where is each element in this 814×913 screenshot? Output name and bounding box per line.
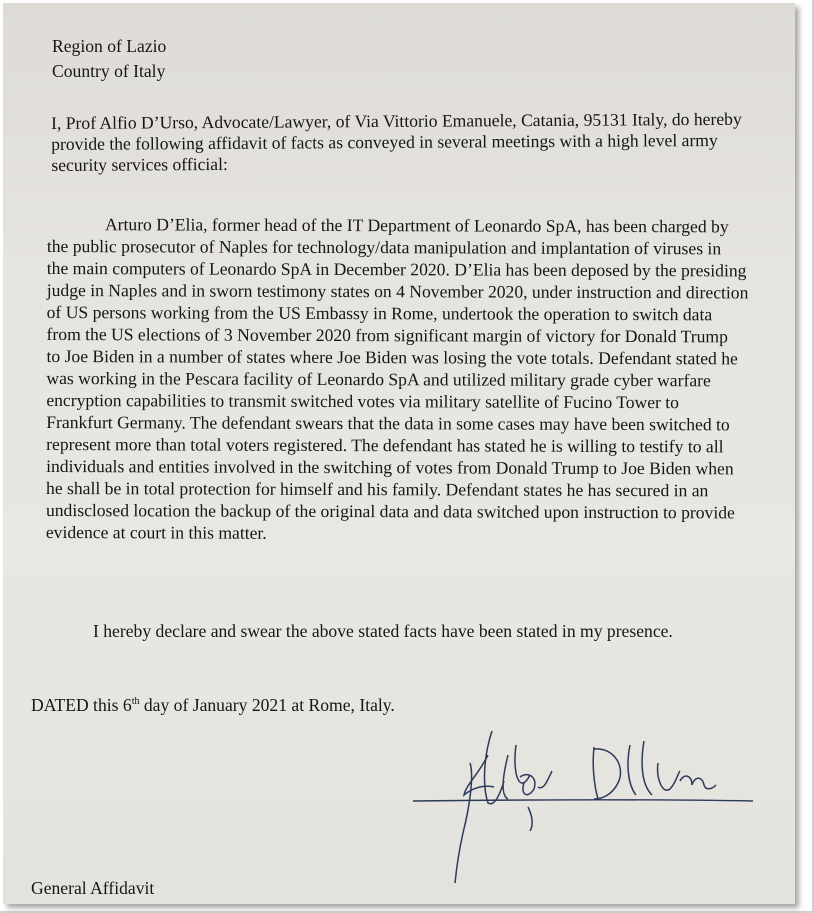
body-line: represent more than total voters registered. The defendant has stated he is willing to testify to all xyxy=(46,433,724,457)
body-line: Frankfurt Germany. The defendant swears that the data in some cases may have been switched to xyxy=(46,411,730,435)
body-line: the public prosecutor of Naples for technology/data manipulation and implantation of viruses in xyxy=(46,235,722,259)
body-paragraph xyxy=(46,213,749,545)
intro-paragraph xyxy=(51,109,742,176)
dated-ordinal: th xyxy=(131,696,140,708)
body-line: from the US elections of 3 November 2020 from significant margin of victory for Donald Trump xyxy=(46,323,728,347)
dated-prefix: DATED this 6 xyxy=(31,695,132,715)
body-line: he shall be in total protection for himself and his family. Defendant states he has secured in an xyxy=(46,477,709,501)
header-country: Country of Italy xyxy=(52,61,166,81)
body-line: undisclosed location the backup of the original data and data switched upon instruction to provide xyxy=(45,499,735,523)
body-line: of US persons working from the US Embassy in Rome, undertook the operation to switch data xyxy=(46,301,713,325)
intro-line: security services official: xyxy=(51,153,228,175)
header-region: Region of Lazio xyxy=(52,36,167,56)
body-line: judge in Naples and in sworn testimony states on 4 November 2020, under instruction and direction xyxy=(46,279,749,303)
affidavit-document xyxy=(3,3,795,904)
declaration-line: I hereby declare and swear the above stated facts have been stated in my presence. xyxy=(93,621,673,641)
body-line: was working in the Pescara facility of Leonardo SpA and utilized military grade cyber warfare xyxy=(46,367,711,391)
body-line: to Joe Biden in a number of states where Joe Biden was losing the vote totals. Defendant stated he xyxy=(46,345,738,369)
signature xyxy=(408,715,768,885)
body-line: Arturo D’Elia, former head of the IT Department of Leonardo SpA, has been charged by xyxy=(104,214,729,237)
intro-line: provide the following affidavit of facts as conveyed in several meetings with a high level army xyxy=(51,129,718,154)
body-line: evidence at court in this matter. xyxy=(45,521,267,543)
body-line: the main computers of Leonardo SpA in December 2020. D’Elia has been deposed by the presiding xyxy=(46,257,747,281)
dated-suffix: day of January 2021 at Rome, Italy. xyxy=(139,695,395,715)
body-line: individuals and entities involved in the switching of votes from Donald Trump to Joe Biden when xyxy=(46,455,734,479)
dated-line xyxy=(31,696,395,715)
footer-label: General Affidavit xyxy=(31,878,155,898)
body-line: encryption capabilities to transmit switched votes via military satellite of Fucino Tower to xyxy=(46,389,680,413)
intro-line: I, Prof Alfio D’Urso, Advocate/Lawyer, of Via Vittorio Emanuele, Catania, 95131 Italy, do hereby xyxy=(51,108,742,133)
